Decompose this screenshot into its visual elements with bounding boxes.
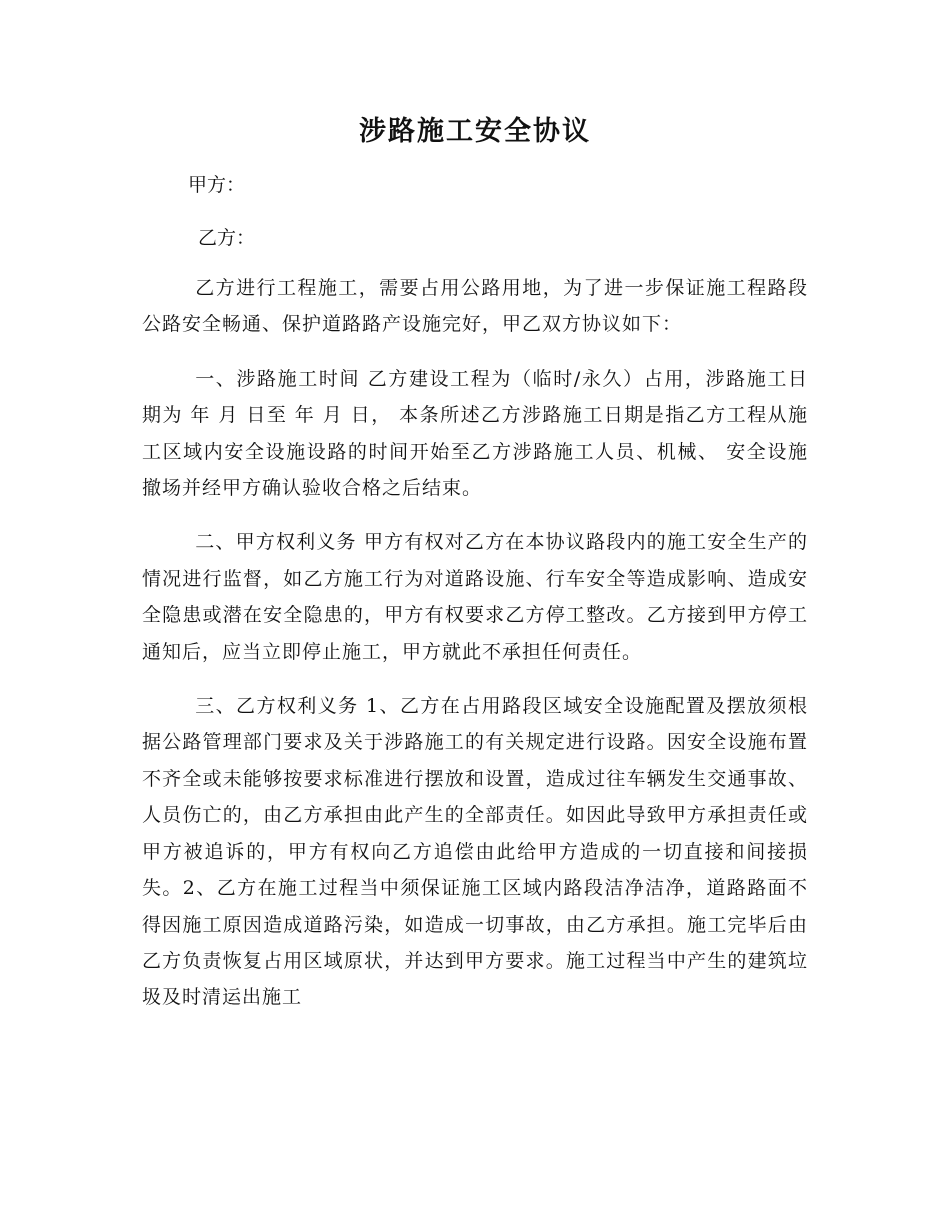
paragraph-preamble: 乙方进行工程施工，需要占用公路用地，为了进一步保证施工程路段公路安全畅通、保护道路路产设施完好，甲乙双方协议如下： xyxy=(142,277,808,336)
paragraph-party-a-rights: 二、甲方权利义务 甲方有权对乙方在本协议路段内的施工安全生产的情况进行监督，如乙方施工行为对道路设施、行车安全等造成影响、造成安全隐患或潜在安全隐患的，甲方有权要求乙方停工整改。乙方接到甲方停工通知后，应当立即停止施工，甲方就此不承担任何责任。 xyxy=(142,531,808,663)
party-b-label: 乙方： xyxy=(198,227,256,249)
paragraph-construction-period: 一、涉路施工时间 乙方建设工程为（临时/永久）占用，涉路施工日期为 年 月 日至 年 月 日， 本条所述乙方涉路施工日期是指乙方工程从施工区域内安全设施设路的时间开始至乙方涉路施工人员、机械、 安全设施撤场并经甲方确认验收合格之后结束。 xyxy=(142,367,808,500)
party-a-label: 甲方： xyxy=(188,174,246,196)
document-title: 涉路施工安全协议 xyxy=(359,116,591,147)
document-body xyxy=(142,270,808,1034)
paragraph-party-b-rights: 三、乙方权利义务 1、乙方在占用路段区域安全设施配置及摆放须根据公路管理部门要求及关于涉路施工的有关规定进行设路。因安全设施布置不齐全或未能够按要求标准进行摆放和设置，造成过往车辆发生交通事故、人员伤亡的，由乙方承担由此产生的全部责任。如因此导致甲方承担责任或甲方被追诉的，甲方有权向乙方追偿由此给甲方造成的一切直接和间接损失。2、乙方在施工过程当中须保证施工区域内路段洁净洁净，道路路面不得因施工原因造成道路污染，如造成一切事故，由乙方承担。施工完毕后由乙方负责恢复占用区域原状，并达到甲方要求。施工过程当中产生的建筑垃圾及时清运出施工 xyxy=(142,695,808,1009)
